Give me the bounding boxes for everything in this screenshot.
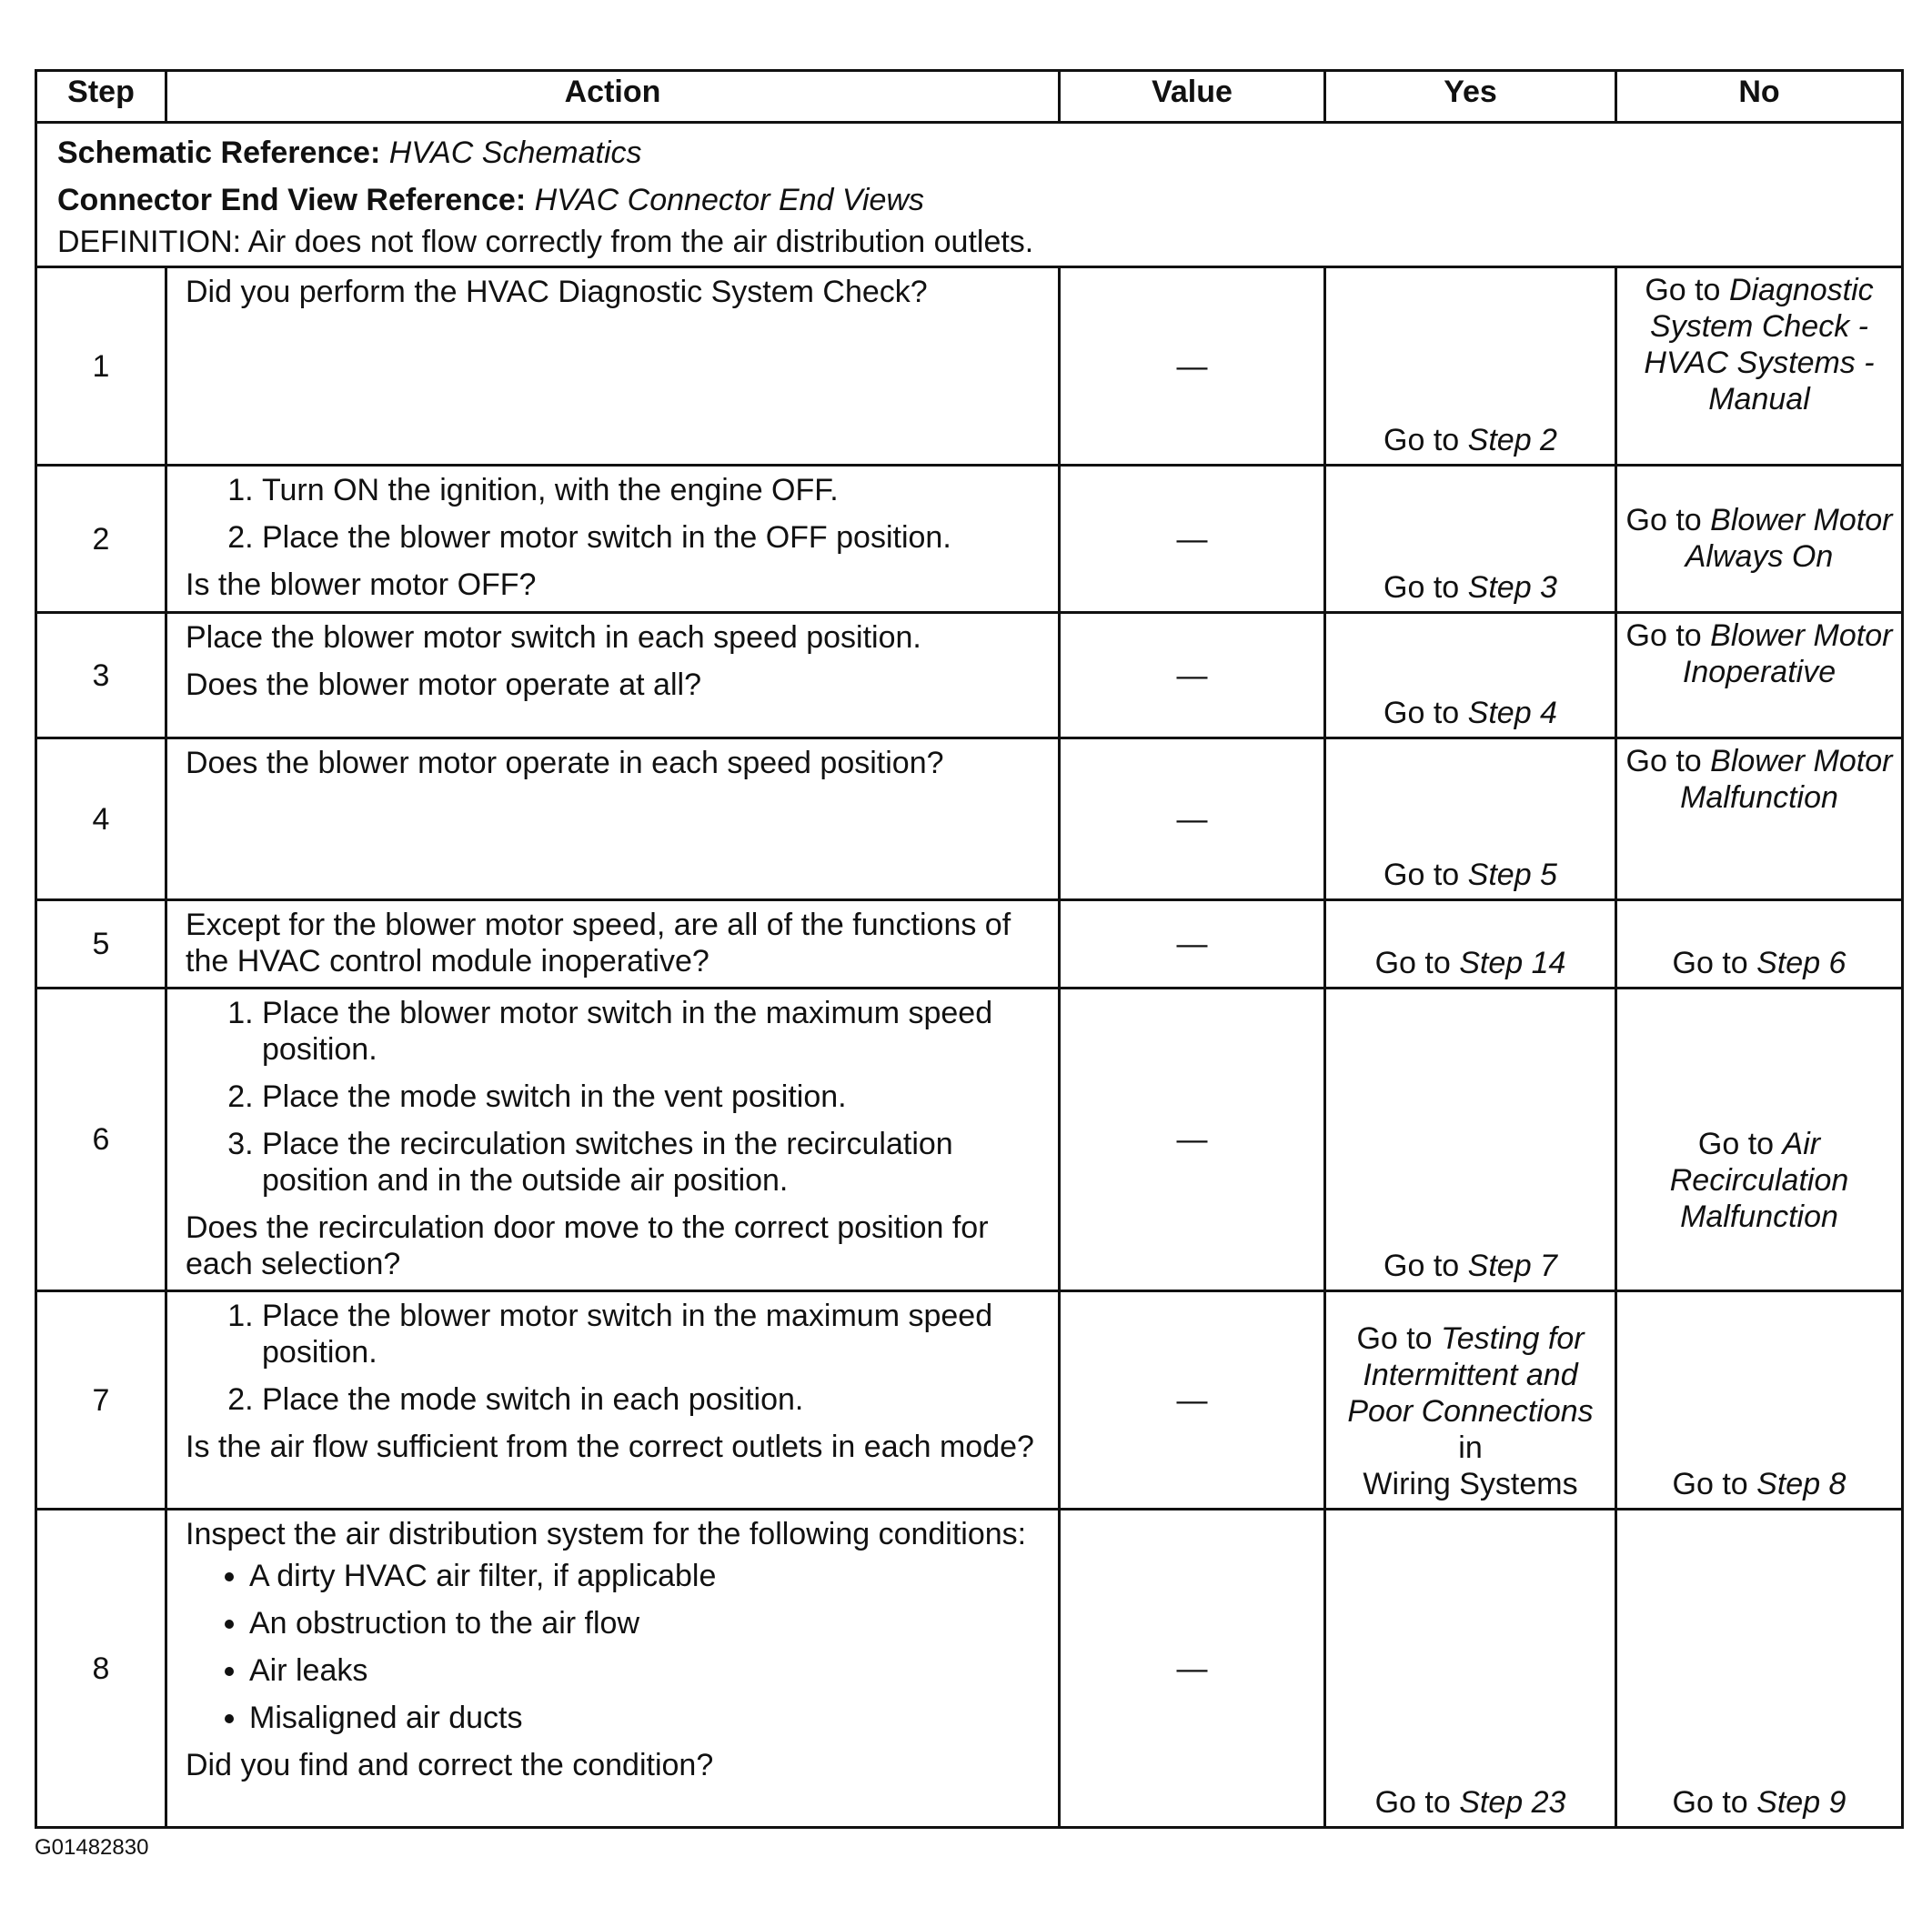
condition-item: • An obstruction to the air flow bbox=[249, 1605, 1045, 1641]
reference-cell bbox=[36, 123, 1903, 267]
action-step: 2. Place the mode switch in the vent position. bbox=[262, 1079, 1045, 1115]
header-yes: Yes bbox=[1325, 71, 1616, 123]
value-cell: — bbox=[1060, 613, 1325, 738]
no-link[interactable]: Blower Motor Malfunction bbox=[1680, 744, 1893, 815]
action-cell bbox=[166, 989, 1060, 1291]
header-no: No bbox=[1616, 71, 1903, 123]
action-cell bbox=[166, 613, 1060, 738]
action-question: Does the blower motor operate at all? bbox=[186, 667, 701, 702]
step-number: 2 bbox=[36, 466, 166, 613]
condition-item: • Misaligned air ducts bbox=[249, 1700, 1045, 1736]
table-row bbox=[36, 613, 1903, 738]
table-row bbox=[36, 900, 1903, 989]
connector-reference-link[interactable]: HVAC Connector End Views bbox=[534, 183, 924, 217]
value-cell: — bbox=[1060, 900, 1325, 989]
action-cell bbox=[166, 1291, 1060, 1510]
action-question: Is the air flow sufficient from the correct outlets in each mode? bbox=[186, 1430, 1034, 1464]
step-number: 4 bbox=[36, 738, 166, 900]
table-row bbox=[36, 738, 1903, 900]
step-number: 1 bbox=[36, 267, 166, 466]
header-step: Step bbox=[36, 71, 166, 123]
table-row bbox=[36, 989, 1903, 1291]
action-steps-list bbox=[186, 995, 1045, 1199]
no-link[interactable]: Step 8 bbox=[1756, 1467, 1846, 1501]
yes-suffix: in bbox=[1458, 1430, 1483, 1465]
yes-link[interactable]: Testing for Intermittent and Poor Connections bbox=[1347, 1321, 1594, 1429]
yes-cell: Go to Step 7 bbox=[1325, 989, 1616, 1291]
diagnostic-table bbox=[35, 69, 1904, 1829]
value-cell: — bbox=[1060, 738, 1325, 900]
no-cell: Go to Blower Motor Malfunction bbox=[1616, 738, 1903, 900]
yes-cell: Go to Step 4 bbox=[1325, 613, 1616, 738]
schematic-reference-label: Schematic Reference: bbox=[57, 135, 381, 170]
step-number: 3 bbox=[36, 613, 166, 738]
no-link[interactable]: Step 9 bbox=[1756, 1785, 1846, 1820]
yes-suffix: Wiring Systems bbox=[1363, 1467, 1578, 1501]
table-row bbox=[36, 466, 1903, 613]
yes-link[interactable]: Step 2 bbox=[1467, 423, 1557, 457]
action-question: Did you find and correct the condition? bbox=[186, 1748, 714, 1782]
action-step: 1. Place the blower motor switch in the maximum speed position. bbox=[262, 995, 1045, 1068]
condition-item: • Air leaks bbox=[249, 1652, 1045, 1689]
yes-cell: Go to Step 5 bbox=[1325, 738, 1616, 900]
action-question: Did you perform the HVAC Diagnostic System Check? bbox=[186, 275, 928, 309]
yes-link[interactable]: Step 3 bbox=[1467, 570, 1557, 605]
yes-cell: Go to Step 2 bbox=[1325, 267, 1616, 466]
header-action: Action bbox=[166, 71, 1060, 123]
action-steps-list bbox=[186, 472, 1045, 556]
header-value: Value bbox=[1060, 71, 1325, 123]
yes-link[interactable]: Step 5 bbox=[1467, 858, 1557, 892]
step-number: 5 bbox=[36, 900, 166, 989]
table-row bbox=[36, 267, 1903, 466]
yes-cell: Go to Step 3 bbox=[1325, 466, 1616, 613]
yes-link[interactable]: Step 23 bbox=[1459, 1785, 1566, 1820]
action-step: 1. Turn ON the ignition, with the engine OFF. bbox=[262, 472, 1045, 508]
action-step: 3. Place the recirculation switches in the recirculation position and in the outside air position. bbox=[262, 1126, 1045, 1199]
no-link[interactable]: Blower Motor Inoperative bbox=[1682, 618, 1893, 689]
action-cell bbox=[166, 738, 1060, 900]
action-step: 2. Place the mode switch in each position. bbox=[262, 1381, 1045, 1418]
step-number: 8 bbox=[36, 1510, 166, 1828]
action-cell bbox=[166, 466, 1060, 613]
action-instruction: Inspect the air distribution system for the following conditions: bbox=[186, 1517, 1027, 1551]
connector-reference-label: Connector End View Reference: bbox=[57, 183, 527, 217]
no-link[interactable]: Step 6 bbox=[1756, 946, 1846, 980]
step-number: 6 bbox=[36, 989, 166, 1291]
yes-link[interactable]: Step 14 bbox=[1459, 946, 1566, 980]
action-step: 2. Place the blower motor switch in the OFF position. bbox=[262, 519, 1045, 556]
value-cell: — bbox=[1060, 989, 1325, 1291]
header-row bbox=[36, 71, 1903, 123]
no-link[interactable]: Blower Motor Always On bbox=[1685, 502, 1893, 574]
action-cell bbox=[166, 1510, 1060, 1828]
schematic-reference bbox=[57, 129, 1881, 176]
figure-id: G01482830 bbox=[35, 1835, 149, 1860]
no-cell: Go to Blower Motor Always On bbox=[1616, 466, 1903, 613]
action-cell bbox=[166, 267, 1060, 466]
value-cell: — bbox=[1060, 1291, 1325, 1510]
action-instruction: Place the blower motor switch in each speed position. bbox=[186, 620, 921, 655]
conditions-list bbox=[186, 1558, 1045, 1736]
action-question: Is the blower motor OFF? bbox=[186, 567, 537, 602]
yes-cell: Go to Testing for Intermittent and Poor Connections in Wiring Systems bbox=[1325, 1291, 1616, 1510]
yes-link[interactable]: Step 4 bbox=[1467, 696, 1557, 730]
value-cell: — bbox=[1060, 1510, 1325, 1828]
action-question: Does the recirculation door move to the correct position for each selection? bbox=[186, 1210, 989, 1281]
definition-text: DEFINITION: Air does not flow correctly from the air distribution outlets. bbox=[57, 225, 1034, 259]
no-cell: Go to Step 9 bbox=[1616, 1510, 1903, 1828]
action-step: 1. Place the blower motor switch in the maximum speed position. bbox=[262, 1298, 1045, 1370]
yes-link[interactable]: Step 7 bbox=[1467, 1249, 1557, 1283]
schematic-reference-link[interactable]: HVAC Schematics bbox=[388, 135, 642, 170]
no-cell: Go to Blower Motor Inoperative bbox=[1616, 613, 1903, 738]
step-number: 7 bbox=[36, 1291, 166, 1510]
no-cell: Go to Diagnostic System Check - HVAC Systems - Manual bbox=[1616, 267, 1903, 466]
diagnostic-table-container bbox=[35, 69, 1901, 1829]
action-steps-list bbox=[186, 1298, 1045, 1418]
yes-cell: Go to Step 23 bbox=[1325, 1510, 1616, 1828]
action-cell bbox=[166, 900, 1060, 989]
value-cell: — bbox=[1060, 267, 1325, 466]
connector-reference bbox=[57, 176, 1881, 224]
action-question: Does the blower motor operate in each speed position? bbox=[186, 746, 944, 780]
no-cell: Go to Air Recirculation Malfunction bbox=[1616, 989, 1903, 1291]
table-row bbox=[36, 1291, 1903, 1510]
no-link[interactable]: Diagnostic System Check - HVAC Systems - Manual bbox=[1644, 273, 1875, 417]
no-cell: Go to Step 6 bbox=[1616, 900, 1903, 989]
yes-cell: Go to Step 14 bbox=[1325, 900, 1616, 989]
condition-item: • A dirty HVAC air filter, if applicable bbox=[249, 1558, 1045, 1594]
reference-row bbox=[36, 123, 1903, 267]
action-question: Except for the blower motor speed, are all of the functions of the HVAC control module inoperative? bbox=[186, 908, 1011, 979]
table-row bbox=[36, 1510, 1903, 1828]
value-cell: — bbox=[1060, 466, 1325, 613]
no-cell: Go to Step 8 bbox=[1616, 1291, 1903, 1510]
no-link[interactable]: Air Recirculation Malfunction bbox=[1669, 1127, 1849, 1234]
